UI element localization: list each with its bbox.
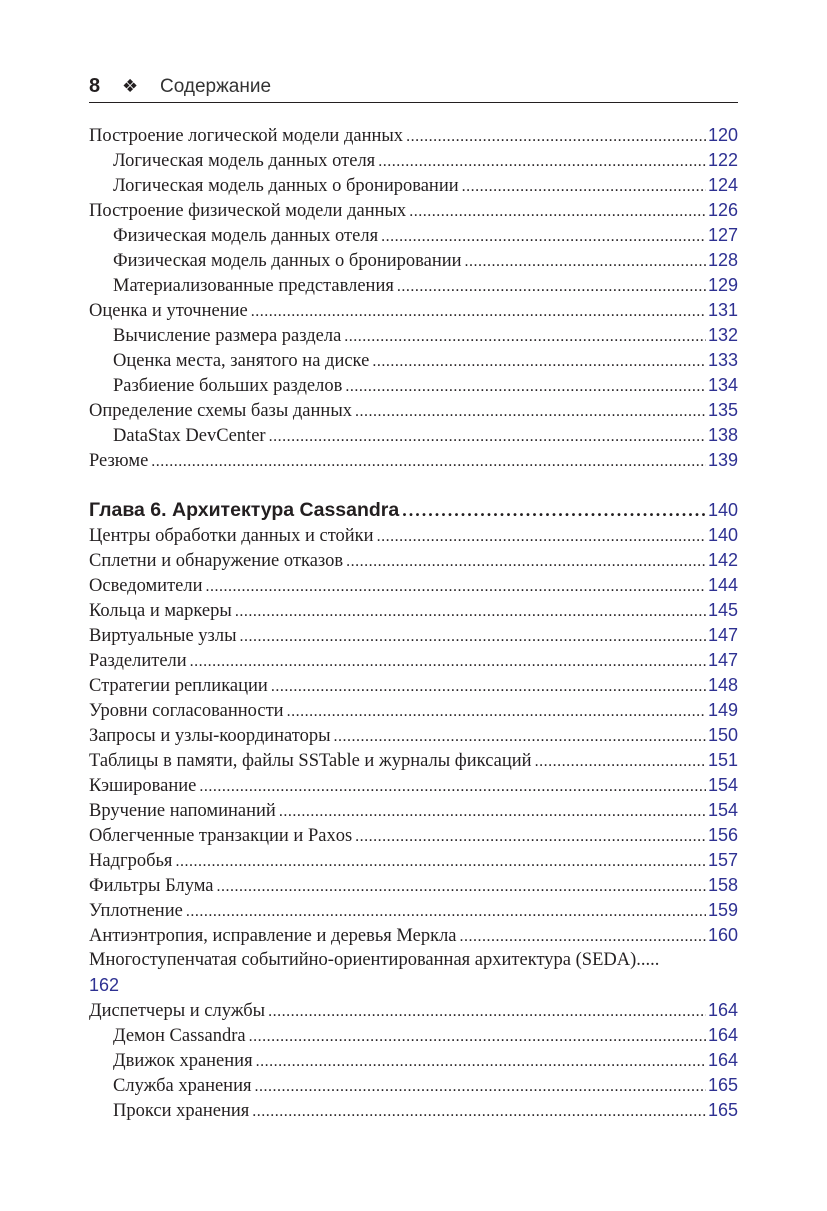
dot-leader <box>235 599 706 624</box>
toc-entry-title: Демон Cassandra <box>113 1026 246 1046</box>
dot-leader <box>377 524 706 549</box>
toc-entry-title: Запросы и узлы-координаторы <box>89 726 331 746</box>
toc-entry[interactable] <box>89 298 738 323</box>
toc-entry-page: 138 <box>707 425 738 445</box>
toc-entry[interactable] <box>89 748 738 773</box>
dot-leader <box>460 924 706 949</box>
toc-entry[interactable] <box>89 923 738 948</box>
toc-entry[interactable] <box>89 898 738 923</box>
toc-entry[interactable] <box>89 548 738 573</box>
toc-entry-page: 160 <box>707 925 738 945</box>
toc-entry-title: Кольца и маркеры <box>89 601 232 621</box>
page-number: 8 <box>89 75 101 97</box>
toc-entry-title: Фильтры Блума <box>89 876 214 896</box>
toc-entry-title: Служба хранения <box>113 1076 252 1096</box>
toc-entry-page: 164 <box>707 1025 738 1045</box>
dot-leader <box>256 1049 706 1074</box>
toc-entry-title: Построение физической модели данных <box>89 201 407 221</box>
toc-entry[interactable] <box>89 323 738 348</box>
toc-entry-title: Материализованные представления <box>113 276 394 296</box>
dot-leader <box>151 449 706 474</box>
toc-entry[interactable] <box>89 723 738 748</box>
toc-entry-title: Уровни согласованности <box>89 701 284 721</box>
toc-entry-page: 147 <box>707 650 738 670</box>
toc-entry-title: Оценка места, занятого на диске <box>113 351 370 371</box>
toc-entry[interactable] <box>89 123 738 148</box>
toc-entry-title: Стратегии репликации <box>89 676 268 696</box>
dot-leader <box>402 498 706 523</box>
dot-leader <box>287 699 706 724</box>
toc-entry-page: 139 <box>707 450 738 470</box>
dot-leader <box>255 1074 706 1099</box>
toc-entry-page: 142 <box>707 550 738 570</box>
dot-leader <box>217 874 706 899</box>
dot-leader <box>346 549 706 574</box>
toc-entry-title: Осведомители <box>89 576 203 596</box>
toc-entry-page: 148 <box>707 675 738 695</box>
toc-entry[interactable] <box>89 598 738 623</box>
toc-entry-page: 154 <box>707 775 738 795</box>
toc-entry-title: DataStax DevCenter <box>113 426 266 446</box>
dot-leader <box>462 174 706 199</box>
dot-leader <box>186 899 706 924</box>
toc-entry-page: 149 <box>707 700 738 720</box>
toc-entry-title: Антиэнтропия, исправление и деревья Меркла <box>89 926 457 946</box>
dot-leader <box>268 999 706 1024</box>
toc-entry-title: Разделители <box>89 651 187 671</box>
toc-entry-title: Вычисление размера раздела <box>113 326 342 346</box>
toc-entry-title: Уплотнение <box>89 901 183 921</box>
toc-entry-title: Логическая модель данных о бронировании <box>113 176 459 196</box>
dot-leader <box>251 299 706 324</box>
toc-entry[interactable] <box>89 223 738 248</box>
dot-leader <box>372 349 706 374</box>
toc-entry-page: 159 <box>707 900 738 920</box>
toc-entry[interactable] <box>89 823 738 848</box>
toc-entry[interactable] <box>89 698 738 723</box>
dot-leader <box>381 224 706 249</box>
dot-leader <box>345 374 706 399</box>
dot-leader <box>252 1099 706 1124</box>
toc-entry-title: Определение схемы базы данных <box>89 401 353 421</box>
toc-entry-title: Кэширование <box>89 776 197 796</box>
running-title: Содержание <box>160 76 272 97</box>
toc-entry[interactable] <box>89 248 738 273</box>
dot-leader <box>535 749 706 774</box>
dot-leader <box>249 1024 706 1049</box>
toc-entry-page: 145 <box>707 600 738 620</box>
dot-leader <box>397 274 706 299</box>
dot-leader <box>271 674 706 699</box>
toc-entry[interactable] <box>89 523 738 548</box>
table-of-contents <box>89 123 738 1123</box>
toc-entry-title: Диспетчеры и службы <box>89 1001 266 1021</box>
toc-entry[interactable] <box>89 398 738 423</box>
toc-entry-page: 154 <box>707 800 738 820</box>
toc-entry-title: Разбиение больших разделов <box>113 376 343 396</box>
dot-leader <box>355 824 706 849</box>
toc-entry-title: Логическая модель данных отеля <box>113 151 376 171</box>
toc-entry[interactable] <box>89 173 738 198</box>
toc-entry-page: 162 <box>89 975 120 995</box>
toc-entry[interactable] <box>89 423 738 448</box>
toc-entry-page: 132 <box>707 325 738 345</box>
toc-entry-page: 144 <box>707 575 738 595</box>
toc-entry-page: 150 <box>707 725 738 745</box>
toc-entry-title: Таблицы в памяти, файлы SSTable и журналы фиксаций <box>89 751 532 771</box>
toc-entry-page: 126 <box>707 200 738 220</box>
toc-entry[interactable] <box>89 198 738 223</box>
dot-leader <box>378 149 706 174</box>
dot-leader <box>334 724 706 749</box>
toc-entry-page: 128 <box>707 250 738 270</box>
toc-entry-page: 165 <box>707 1075 738 1095</box>
toc-entry-title: Физическая модель данных отеля <box>113 226 379 246</box>
toc-entry-page: 156 <box>707 825 738 845</box>
toc-entry-title: Глава 6. Архитектура Cassandra <box>89 499 400 521</box>
toc-entry[interactable] <box>89 148 738 173</box>
toc-entry-page: 120 <box>707 125 738 145</box>
toc-entry-page: 127 <box>707 225 738 245</box>
toc-entry[interactable] <box>89 623 738 648</box>
toc-entry[interactable] <box>89 773 738 798</box>
toc-entry-page: 164 <box>707 1050 738 1070</box>
ornament-icon: ❖ <box>122 76 139 97</box>
toc-entry-title: Вручение напоминаний <box>89 801 276 821</box>
toc-entry[interactable] <box>89 448 738 473</box>
toc-entry-title: Прокси хранения <box>113 1101 250 1121</box>
chapter-heading[interactable] <box>89 498 738 523</box>
toc-entry-page: 134 <box>707 375 738 395</box>
toc-entry-page: 158 <box>707 875 738 895</box>
toc-entry-title: Надгробья <box>89 851 173 871</box>
toc-entry[interactable] <box>89 373 738 398</box>
toc-entry-page: 129 <box>707 275 738 295</box>
toc-entry[interactable] <box>89 1048 738 1073</box>
toc-entry[interactable] <box>89 1073 738 1098</box>
dot-leader <box>406 124 706 149</box>
toc-entry[interactable] <box>89 948 738 998</box>
toc-entry-page: 147 <box>707 625 738 645</box>
toc-entry-page: 135 <box>707 400 738 420</box>
toc-entry-title: Сплетни и обнаружение отказов <box>89 551 344 571</box>
dot-leader <box>206 574 706 599</box>
toc-entry-page: 122 <box>707 150 738 170</box>
toc-entry-title: Построение логической модели данных <box>89 126 404 146</box>
toc-entry[interactable] <box>89 998 738 1023</box>
dot-leader <box>355 399 706 424</box>
toc-entry-page: 165 <box>707 1100 738 1120</box>
dot-leader <box>199 774 706 799</box>
dot-leader <box>344 324 706 349</box>
dot-leader <box>269 424 706 449</box>
page-header <box>89 72 738 103</box>
toc-entry[interactable] <box>89 848 738 873</box>
toc-entry-title: Движок хранения <box>113 1051 253 1071</box>
toc-entry-page: 131 <box>707 300 738 320</box>
toc-entry[interactable] <box>89 1098 738 1123</box>
toc-entry[interactable] <box>89 273 738 298</box>
toc-entry-title: Физическая модель данных о бронировании <box>113 251 462 271</box>
toc-entry-title: Резюме <box>89 451 149 471</box>
dot-leader <box>279 799 706 824</box>
toc-entry[interactable] <box>89 648 738 673</box>
toc-entry-page: 140 <box>707 500 738 520</box>
toc-entry-page: 164 <box>707 1000 738 1020</box>
dot-leader <box>409 199 706 224</box>
toc-entry[interactable] <box>89 798 738 823</box>
dot-leader <box>175 849 706 874</box>
dot-leader <box>465 249 706 274</box>
toc-entry-title: Виртуальные узлы <box>89 626 237 646</box>
toc-entry[interactable] <box>89 1023 738 1048</box>
toc-entry-page: 140 <box>707 525 738 545</box>
dot-leader <box>190 649 706 674</box>
toc-entry-title: Оценка и уточнение <box>89 301 248 321</box>
toc-entry-page: 124 <box>707 175 738 195</box>
toc-entry-page: 151 <box>707 750 738 770</box>
toc-entry[interactable] <box>89 348 738 373</box>
toc-entry-title: Облегченные транзакции и Paxos <box>89 826 353 846</box>
toc-entry-page: 157 <box>707 850 738 870</box>
toc-entry[interactable] <box>89 873 738 898</box>
toc-entry-title: Центры обработки данных и стойки <box>89 526 374 546</box>
toc-entry-title: Многоступенчатая событийно-ориентированная архитектура (SEDA)..... <box>89 950 660 970</box>
toc-entry-page: 133 <box>707 350 738 370</box>
dot-leader <box>240 624 706 649</box>
toc-entry[interactable] <box>89 673 738 698</box>
toc-entry[interactable] <box>89 573 738 598</box>
